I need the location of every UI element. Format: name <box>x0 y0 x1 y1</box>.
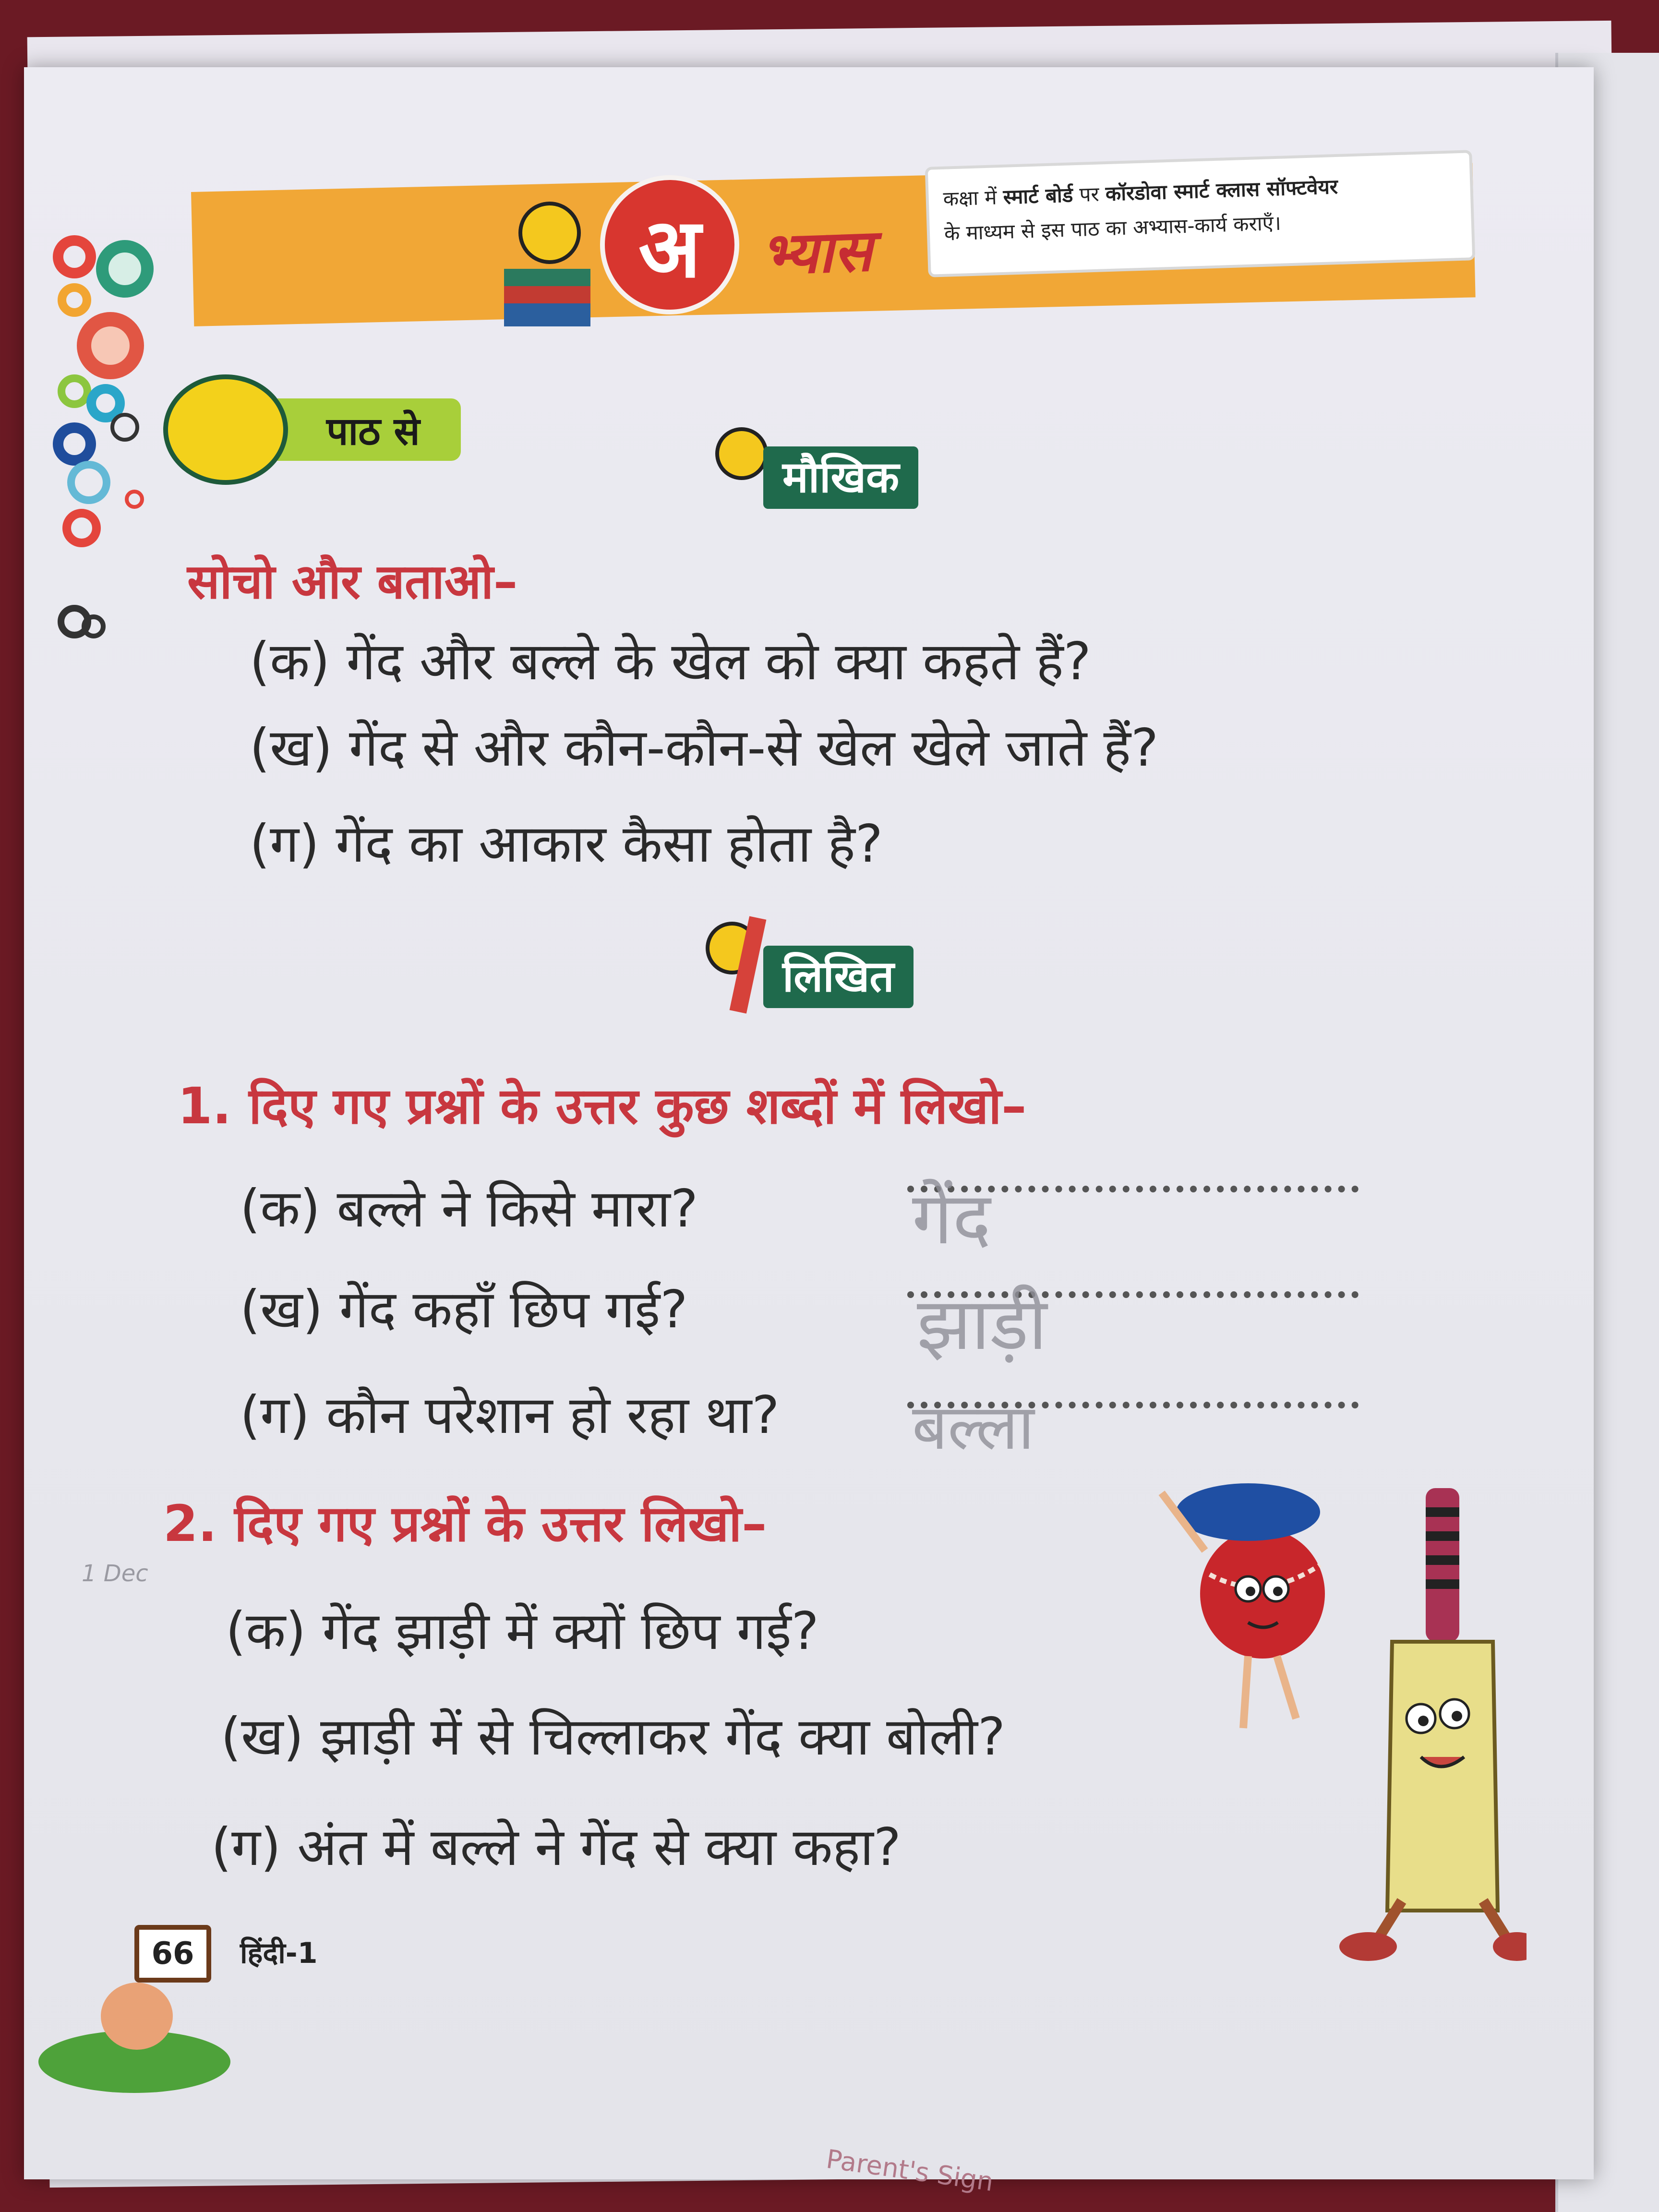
section1-heading: 1. दिए गए प्रश्नों के उत्तर कुछ शब्दों में लिखो– <box>178 1077 1027 1135</box>
likhit-badge: लिखित <box>763 946 914 1008</box>
path-se-badge <box>269 398 461 461</box>
books-stack-icon <box>504 269 590 326</box>
oral-question-kha: (ख) गेंद से और कौन-कौन-से खेल खेले जाते हैं? <box>250 718 1159 778</box>
handwritten-answer-2: झाड़ी <box>917 1283 1047 1366</box>
smart-class-note <box>925 150 1476 277</box>
path-se-label: पाठ से <box>326 409 420 454</box>
written-question-ka: (क) बल्ले ने किसे मारा? <box>240 1179 698 1239</box>
cricket-ball-icon <box>1162 1483 1325 1728</box>
deco-circle-icon <box>53 422 96 466</box>
abhyas-title: भ्यास <box>759 217 874 288</box>
long-question-kha: (ख) झाड़ी में से चिल्लाकर गेंद क्या बोली? <box>221 1707 1006 1767</box>
deco-circle-icon <box>67 461 110 504</box>
cricket-bat-icon <box>1339 1488 1527 1961</box>
deco-circle-icon <box>82 614 106 638</box>
deco-circle-icon <box>125 490 144 509</box>
oral-question-ka: (क) गेंद और बल्ले के खेल को क्या कहते हैं? <box>250 632 1091 692</box>
deco-circle-icon <box>96 240 154 298</box>
ball-and-bat-illustration <box>1152 1479 1527 1968</box>
note-line-2: के माध्यम से इस पाठ का अभ्यास-कार्य कराएँ। <box>944 211 1282 245</box>
oral-question-ga: (ग) गेंद का आकार कैसा होता है? <box>250 814 883 874</box>
deco-circle-icon <box>53 235 96 278</box>
bee-reading-icon <box>518 202 581 264</box>
long-question-ga: (ग) अंत में बल्ले ने गेंद से क्या कहा? <box>211 1817 902 1877</box>
deco-circle-icon <box>58 283 91 317</box>
long-question-ka: (क) गेंद झाड़ी में क्यों छिप गई? <box>226 1601 819 1661</box>
reading-girl-icon <box>101 1983 173 2050</box>
handwritten-answer-1: गेंद <box>912 1177 991 1261</box>
deco-circle-icon <box>62 509 101 547</box>
margin-date-note: 1 Dec <box>82 1560 148 1587</box>
book-title: हिंदी-1 <box>240 1936 318 1970</box>
bee-icon <box>715 427 768 480</box>
parent-sign-text: Parent's Sign <box>824 2143 996 2198</box>
a-letter-circle: अ <box>600 175 739 314</box>
deco-circle-icon <box>77 312 144 379</box>
written-question-kha: (ख) गेंद कहाँ छिप गई? <box>240 1280 688 1340</box>
socho-heading: सोचो और बताओ– <box>187 553 518 610</box>
deco-circle-icon <box>110 413 139 442</box>
written-question-ga: (ग) कौन परेशान हो रहा था? <box>240 1385 780 1445</box>
maukhik-badge: मौखिक <box>763 446 918 509</box>
flower-bee-icon <box>163 374 288 485</box>
handwritten-answer-3: बल्ला <box>912 1391 1034 1464</box>
page-number: 66 <box>134 1925 211 1983</box>
note-line-1: कक्षा में स्मार्ट बोर्ड पर कॉरडोवा स्मार्ट क्लास सॉफ्टवेयर <box>943 174 1338 211</box>
section2-heading: 2. दिए गए प्रश्नों के उत्तर लिखो– <box>163 1494 767 1553</box>
